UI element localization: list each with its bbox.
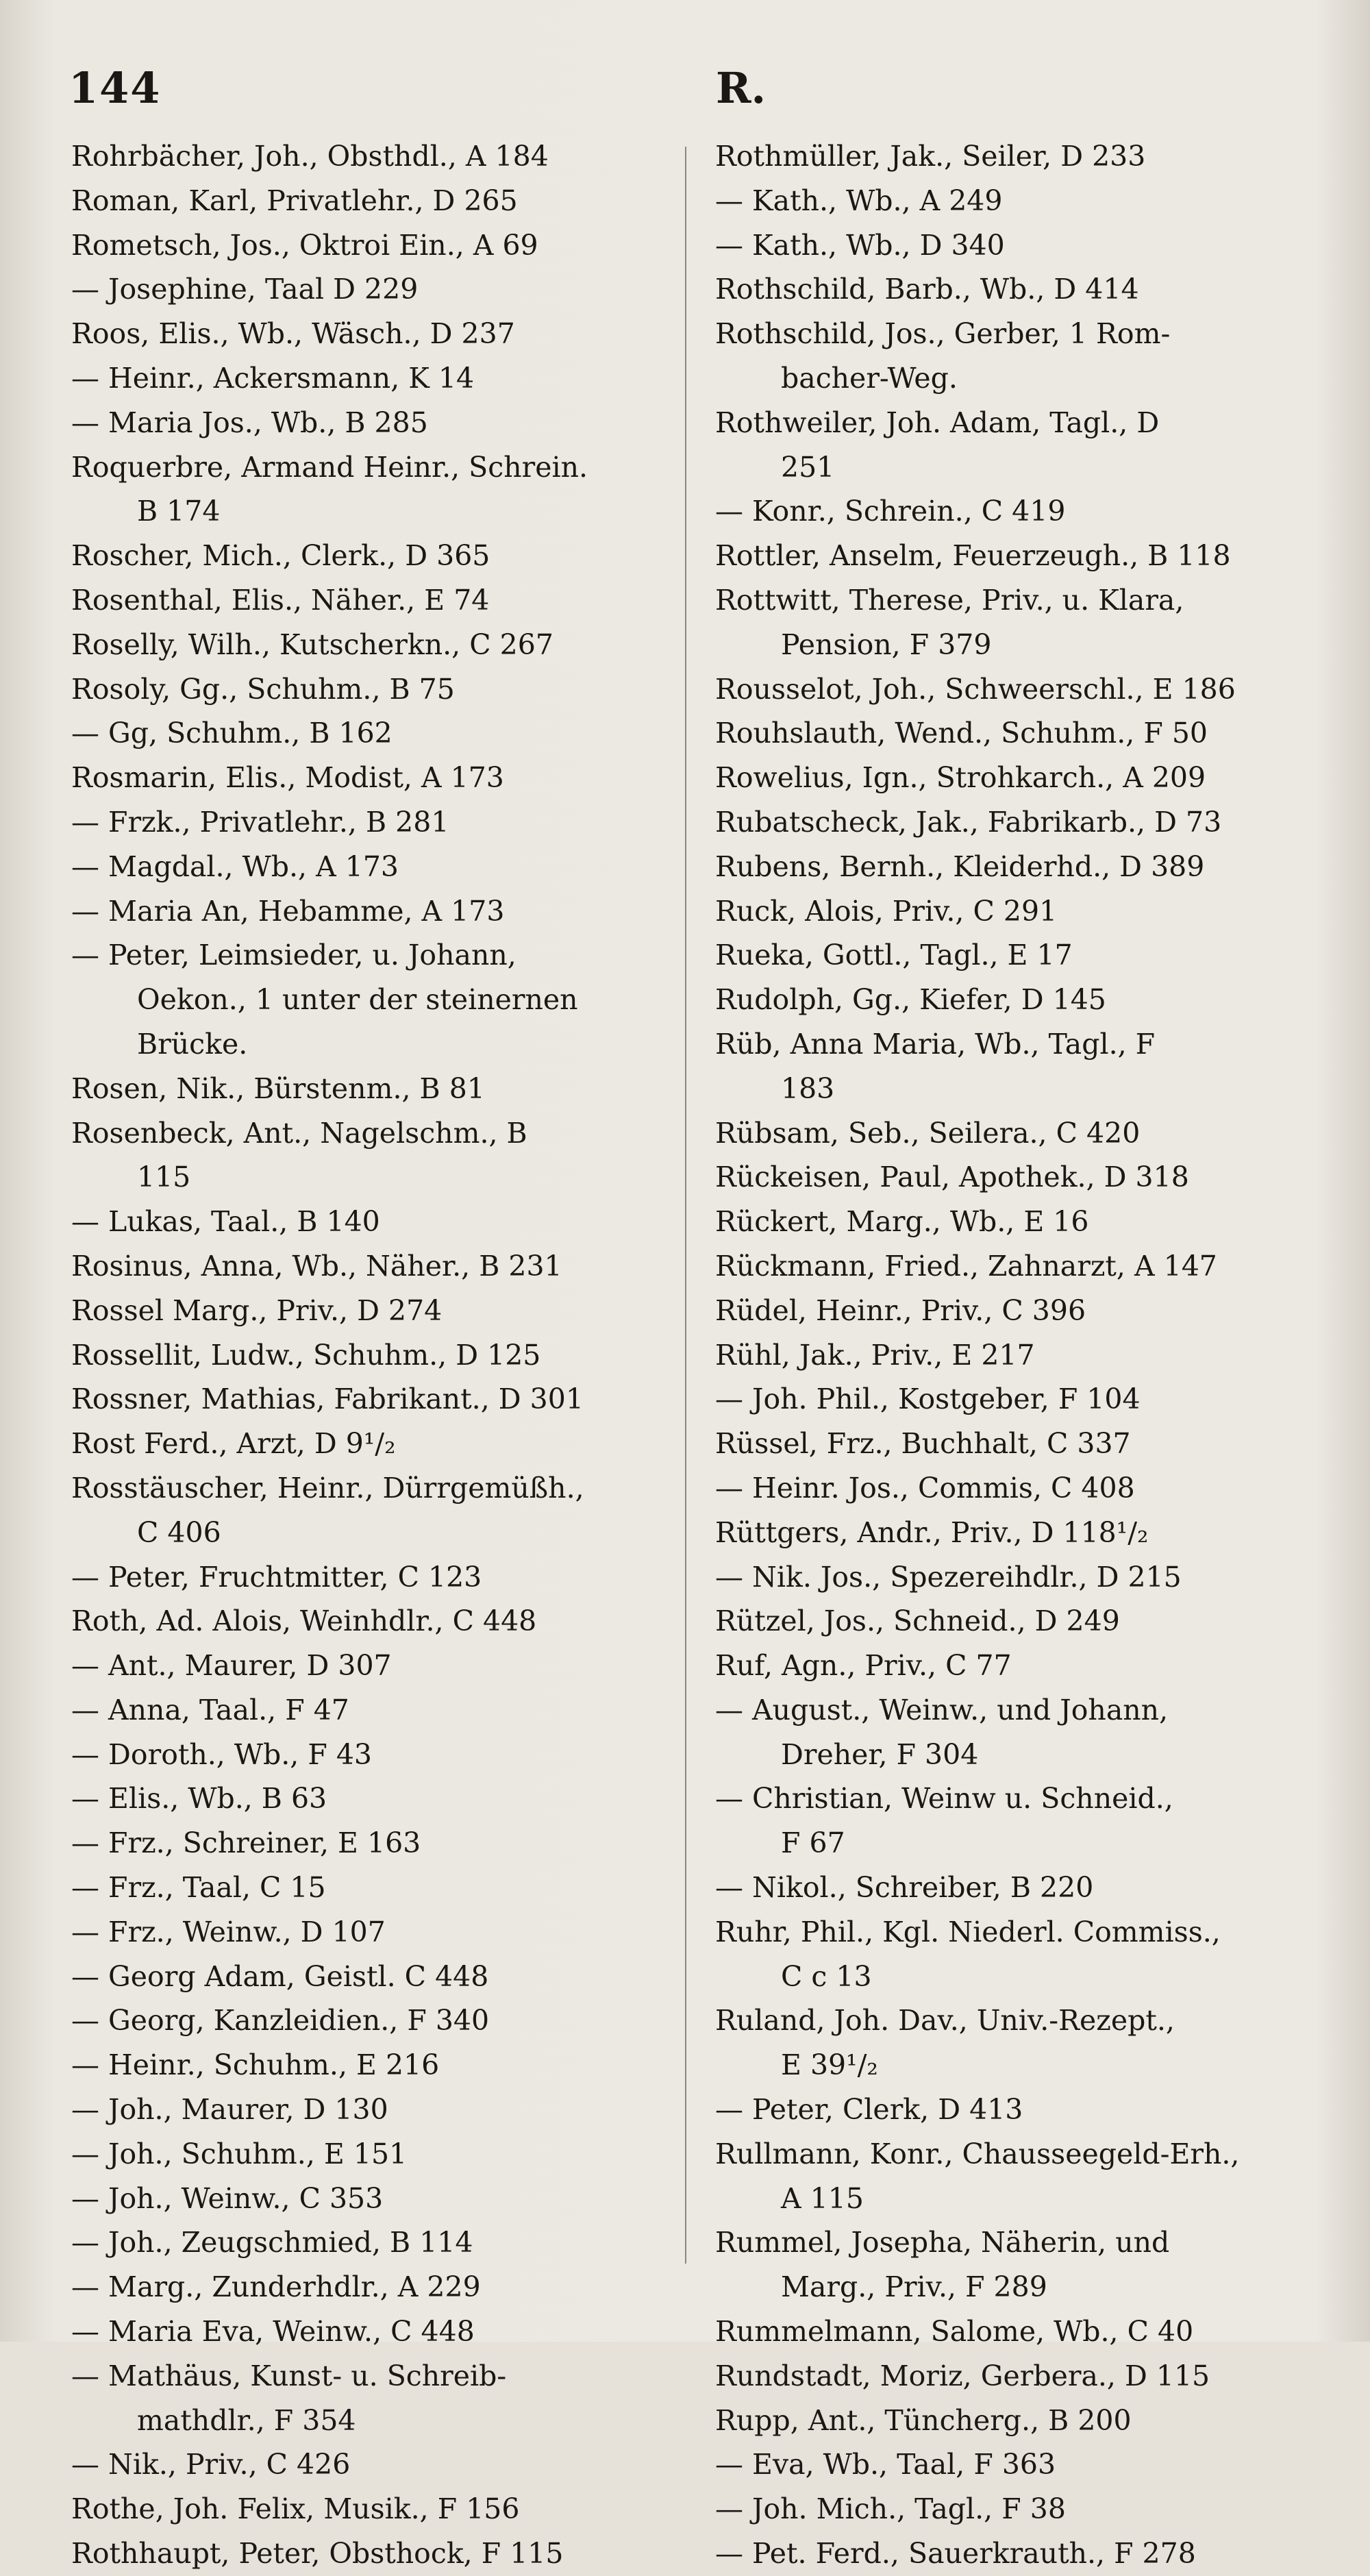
directory-entry: — Pet. Ferd., Sauerkrauth., F 278 — [715, 2537, 1196, 2571]
directory-entry: Rothweiler, Joh. Adam, Tagl., D — [715, 406, 1160, 439]
directory-entry: — Christian, Weinw u. Schneid., — [715, 1782, 1173, 1816]
directory-entry: Rühl, Jak., Priv., E 217 — [715, 1338, 1035, 1372]
right-column — [715, 134, 1332, 2571]
directory-entry: Rüttgers, Andr., Priv., D 118¹/₂ — [715, 1515, 1149, 1549]
directory-entry: Rupp, Ant., Tüncherg., B 200 — [715, 2403, 1132, 2437]
entry-continuation: 251 — [781, 450, 835, 484]
directory-entry: Rosmarin, Elis., Modist, A 173 — [71, 761, 504, 795]
entry-continuation: bacher-Weg. — [781, 361, 958, 395]
directory-entry: Roselly, Wilh., Kutscherkn., C 267 — [71, 628, 553, 661]
entry-continuation: Marg., Priv., F 289 — [781, 2270, 1047, 2304]
left-column — [71, 134, 688, 2571]
directory-entry: Rundstadt, Moriz, Gerbera., D 115 — [715, 2359, 1210, 2392]
directory-entry: Rossel Marg., Priv., D 274 — [71, 1293, 443, 1327]
directory-entry: — Frz., Weinw., D 107 — [71, 1915, 386, 1948]
directory-entry: — Peter, Fruchtmitter, C 123 — [71, 1560, 482, 1594]
directory-entry: — Mathäus, Kunst- u. Schreib- — [71, 2359, 507, 2392]
directory-entry: Rothschild, Barb., Wb., D 414 — [715, 273, 1139, 306]
directory-entry: Rosoly, Gg., Schuhm., B 75 — [71, 672, 455, 706]
directory-entry: Rometsch, Jos., Oktroi Ein., A 69 — [71, 228, 538, 262]
directory-entry: Rückmann, Fried., Zahnarzt, A 147 — [715, 1249, 1217, 1283]
directory-entry: Rudolph, Gg., Kiefer, D 145 — [715, 983, 1106, 1017]
directory-entry: Roth, Ad. Alois, Weinhdlr., C 448 — [71, 1605, 537, 1638]
directory-entry: — Georg, Kanzleidien., F 340 — [71, 2004, 490, 2038]
directory-entry: — Peter, Clerk, D 413 — [715, 2093, 1023, 2127]
directory-entry: — Joh. Mich., Tagl., F 38 — [715, 2492, 1066, 2526]
entry-continuation: 183 — [781, 1072, 835, 1105]
directory-entry: Roquerbre, Armand Heinr., Schrein. — [71, 450, 588, 484]
directory-entry: — Maria Eva, Weinw., C 448 — [71, 2315, 475, 2349]
directory-entry: — Heinr. Jos., Commis, C 408 — [715, 1471, 1135, 1504]
directory-entry: — August., Weinw., und Johann, — [715, 1693, 1169, 1726]
directory-entry: — Doroth., Wb., F 43 — [71, 1737, 372, 1771]
entry-continuation: C c 13 — [781, 1959, 872, 1993]
directory-entry: — Joh., Weinw., C 353 — [71, 2181, 384, 2215]
directory-entry: — Marg., Zunderhdlr., A 229 — [71, 2270, 481, 2304]
directory-entry: Rummel, Josepha, Näherin, und — [715, 2226, 1170, 2259]
entry-continuation: mathdlr., F 354 — [137, 2403, 356, 2437]
directory-entry: Rosenthal, Elis., Näher., E 74 — [71, 583, 490, 617]
entry-continuation: Oekon., 1 unter der steinernen — [137, 983, 578, 1017]
directory-entry: Roos, Elis., Wb., Wäsch., D 237 — [71, 317, 515, 351]
directory-entry: Rouhslauth, Wend., Schuhm., F 50 — [715, 717, 1208, 750]
directory-entry: Rützel, Jos., Schneid., D 249 — [715, 1605, 1120, 1638]
directory-entry: — Anna, Taal., F 47 — [71, 1693, 349, 1726]
directory-entry: Ruland, Joh. Dav., Univ.-Rezept., — [715, 2004, 1175, 2038]
directory-entry: Rothhaupt, Peter, Obsthock, F 115 — [71, 2537, 564, 2571]
entry-continuation: Dreher, F 304 — [781, 1737, 979, 1771]
directory-entry: — Nik. Jos., Spezereihdlr., D 215 — [715, 1560, 1182, 1594]
page-header — [68, 63, 1302, 125]
directory-entry: Ruck, Alois, Priv., C 291 — [715, 894, 1058, 928]
entry-continuation: C 406 — [137, 1515, 221, 1549]
directory-entry: Rummelmann, Salome, Wb., C 40 — [715, 2315, 1194, 2349]
directory-entry: Rosenbeck, Ant., Nagelschm., B — [71, 1116, 527, 1150]
directory-entry: — Joh. Phil., Kostgeber, F 104 — [715, 1383, 1141, 1416]
directory-entry: Rohrbächer, Joh., Obsthdl., A 184 — [71, 140, 549, 173]
directory-entry: — Joh., Maurer, D 130 — [71, 2093, 388, 2127]
directory-entry: Rullmann, Konr., Chausseegeld-Erh., — [715, 2137, 1240, 2170]
directory-entry: Rosstäuscher, Heinr., Dürrgemüßh., — [71, 1471, 584, 1504]
directory-entry: Rückert, Marg., Wb., E 16 — [715, 1205, 1089, 1239]
directory-entry: — Magdal., Wb., A 173 — [71, 850, 399, 883]
directory-entry: — Frzk., Privatlehr., B 281 — [71, 805, 449, 839]
directory-entry: Rousselot, Joh., Schweerschl., E 186 — [715, 672, 1236, 706]
entry-continuation: Pension, F 379 — [781, 628, 992, 661]
directory-entry: — Joh., Schuhm., E 151 — [71, 2137, 408, 2170]
directory-entry: — Kath., Wb., D 340 — [715, 228, 1005, 262]
directory-entry: — Frz., Taal, C 15 — [71, 1871, 326, 1905]
entry-continuation: F 67 — [781, 1826, 845, 1860]
directory-entry: Roman, Karl, Privatlehr., D 265 — [71, 184, 518, 217]
directory-entry: — Ant., Maurer, D 307 — [71, 1649, 392, 1683]
directory-entry: — Nik., Priv., C 426 — [71, 2448, 351, 2481]
directory-entry: Rothmüller, Jak., Seiler, D 233 — [715, 140, 1146, 173]
directory-entry: — Peter, Leimsieder, u. Johann, — [71, 939, 516, 972]
directory-entry: — Gg, Schuhm., B 162 — [71, 717, 393, 750]
directory-entry: — Georg Adam, Geistl. C 448 — [71, 1959, 489, 1993]
directory-entry: — Eva, Wb., Taal, F 363 — [715, 2448, 1056, 2481]
directory-entry: Rückeisen, Paul, Apothek., D 318 — [715, 1161, 1189, 1194]
directory-entry: — Lukas, Taal., B 140 — [71, 1205, 380, 1239]
entry-continuation: B 174 — [137, 495, 221, 528]
directory-entry: Rüb, Anna Maria, Wb., Tagl., F — [715, 1027, 1156, 1061]
directory-entry: — Maria An, Hebamme, A 173 — [71, 894, 505, 928]
directory-entry: — Heinr., Ackersmann, K 14 — [71, 361, 475, 395]
directory-entry: Ruhr, Phil., Kgl. Niederl. Commiss., — [715, 1915, 1221, 1948]
directory-entry: Rossner, Mathias, Fabrikant., D 301 — [71, 1383, 584, 1416]
directory-entry: — Heinr., Schuhm., E 216 — [71, 2048, 440, 2082]
directory-entry: — Maria Jos., Wb., B 285 — [71, 406, 428, 439]
directory-entry: — Nikol., Schreiber, B 220 — [715, 1871, 1094, 1905]
directory-entry: — Frz., Schreiner, E 163 — [71, 1826, 421, 1860]
directory-entry: — Josephine, Taal D 229 — [71, 273, 419, 306]
directory-entry: Rottwitt, Therese, Priv., u. Klara, — [715, 583, 1184, 617]
directory-entry: Rübsam, Seb., Seilera., C 420 — [715, 1116, 1141, 1150]
directory-entry: Rüdel, Heinr., Priv., C 396 — [715, 1293, 1086, 1327]
directory-entry: Rueka, Gottl., Tagl., E 17 — [715, 939, 1073, 972]
directory-entry: Ruf, Agn., Priv., C 77 — [715, 1649, 1012, 1683]
entry-continuation: 115 — [137, 1161, 191, 1194]
entry-continuation: E 39¹/₂ — [781, 2048, 878, 2082]
directory-entry: — Kath., Wb., A 249 — [715, 184, 1003, 217]
directory-entry: Rothschild, Jos., Gerber, 1 Rom- — [715, 317, 1171, 351]
directory-entry: — Konr., Schrein., C 419 — [715, 495, 1066, 528]
directory-entry: Roscher, Mich., Clerk., D 365 — [71, 539, 490, 573]
directory-columns — [71, 134, 1326, 2571]
directory-entry: Rosinus, Anna, Wb., Näher., B 231 — [71, 1249, 562, 1283]
directory-entry: Rottler, Anselm, Feuerzeugh., B 118 — [715, 539, 1231, 573]
directory-entry: Rothe, Joh. Felix, Musik., F 156 — [71, 2492, 520, 2526]
page-number: 144 — [68, 63, 162, 113]
directory-entry: — Joh., Zeugschmied, B 114 — [71, 2226, 473, 2259]
directory-entry: Rowelius, Ign., Strohkarch., A 209 — [715, 761, 1206, 795]
directory-entry: Rost Ferd., Arzt, D 9¹/₂ — [71, 1427, 396, 1461]
directory-entry: Rosen, Nik., Bürstenm., B 81 — [71, 1072, 485, 1105]
section-letter: R. — [716, 63, 767, 113]
entry-continuation: Brücke. — [137, 1027, 248, 1061]
directory-entry: Rüssel, Frz., Buchhalt, C 337 — [715, 1427, 1131, 1461]
directory-entry: Rubatscheck, Jak., Fabrikarb., D 73 — [715, 805, 1222, 839]
entry-continuation: A 115 — [781, 2181, 864, 2215]
directory-entry: Rubens, Bernh., Kleiderhd., D 389 — [715, 850, 1205, 883]
directory-entry: — Elis., Wb., B 63 — [71, 1782, 327, 1816]
directory-entry: Rossellit, Ludw., Schuhm., D 125 — [71, 1338, 541, 1372]
